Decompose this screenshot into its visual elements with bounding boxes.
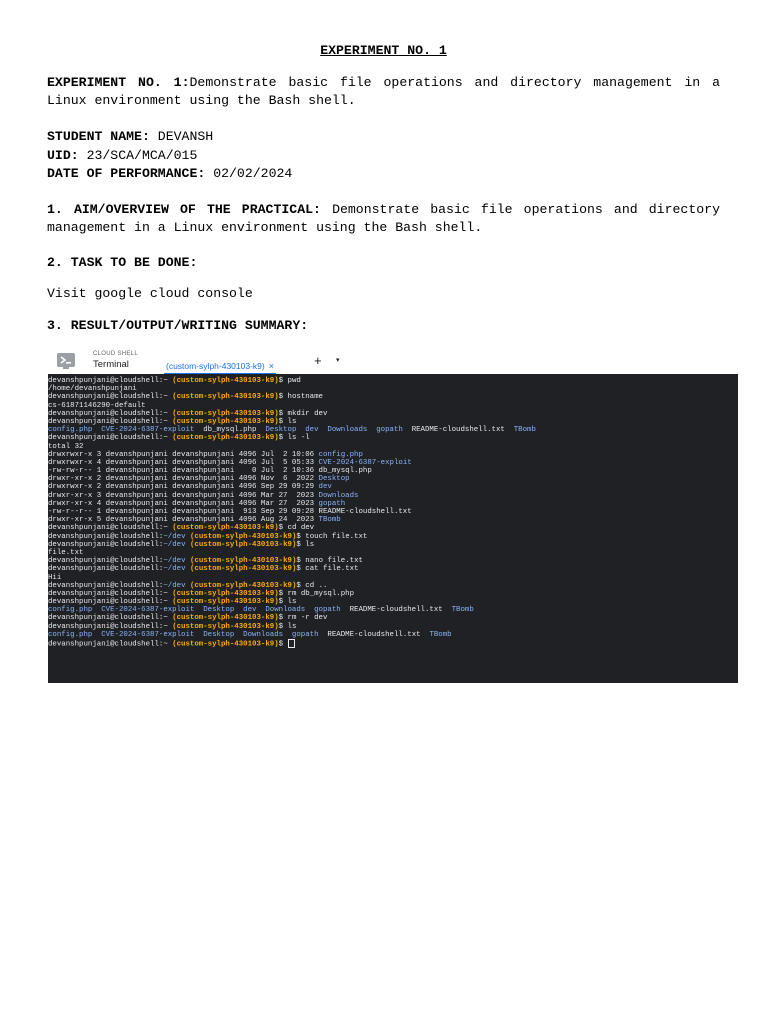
task-heading: 2. TASK TO BE DONE: [47, 255, 198, 270]
terminal-text: file.txt [48, 548, 84, 557]
terminal-text: $ mkdir dev [278, 409, 328, 418]
aim-label: 1. AIM/OVERVIEW OF THE PRACTICAL: [47, 202, 321, 217]
terminal-text: drwxrwxr-x 2 devanshpunjani devanshpunjani 4096 Sep 29 09:29 [48, 483, 319, 492]
terminal-text: devanshpunjani@cloudshell:~ [48, 524, 173, 533]
terminal-text: drwxr-xr-x 4 devanshpunjani devanshpunjani 4096 Mar 27 2023 [48, 499, 319, 508]
terminal-line [48, 590, 738, 598]
terminal-text: $ cd .. [296, 581, 328, 590]
terminal-text: devanshpunjani@cloudshell: [48, 540, 164, 549]
terminal-text: $ rm -r dev [278, 614, 328, 623]
terminal-line [48, 434, 738, 442]
terminal-text: (custom-sylph-430103-k9) [172, 417, 279, 426]
terminal-text: (custom-sylph-430103-k9) [172, 377, 279, 385]
terminal-line [48, 614, 738, 622]
terminal-line [48, 402, 738, 410]
terminal-line [48, 582, 738, 590]
terminal-line [48, 475, 738, 483]
terminal-line [48, 557, 738, 565]
terminal-text: devanshpunjani@cloudshell:~ [48, 409, 173, 418]
terminal-text: $ cd dev [278, 524, 315, 533]
aim-section [47, 201, 720, 237]
terminal-text: $ hostname [278, 393, 323, 402]
terminal-text: $ nano file.txt [296, 557, 363, 566]
terminal-text: (custom-sylph-430103-k9) [172, 640, 279, 649]
terminal-line [48, 459, 738, 467]
terminal-text: total 32 [48, 442, 84, 451]
terminal-line [48, 410, 738, 418]
terminal-text: drwxrwxr-x 4 devanshpunjani devanshpunjani 4096 Jul 5 05:33 [48, 458, 319, 467]
terminal-line [48, 574, 738, 582]
terminal-line [48, 598, 738, 606]
terminal-text: $ touch file.txt [296, 532, 368, 541]
terminal-text: (custom-sylph-430103-k9) [172, 524, 279, 533]
terminal-text: devanshpunjani@cloudshell:~ [48, 622, 173, 631]
terminal-text: dev [318, 483, 332, 492]
terminal-line [48, 565, 738, 573]
terminal-text: $ ls [296, 540, 315, 549]
uid-line [47, 147, 720, 165]
terminal-text: TBomb [451, 606, 474, 615]
experiment-text: Demonstrate basic file operations and directory management in a Linux environment using the Bash shell. [47, 75, 720, 108]
terminal-text: $ cat file.txt [296, 565, 359, 574]
terminal-text: ~/dev [163, 557, 186, 566]
terminal-text: (custom-sylph-430103-k9) [172, 589, 279, 598]
terminal-text: Desktop [318, 475, 350, 484]
task-text: Visit google cloud console [47, 286, 253, 301]
terminal-text: (custom-sylph-430103-k9) [189, 557, 297, 566]
terminal-text: gopath [318, 499, 346, 508]
chevron-down-icon[interactable]: ▾ [336, 357, 340, 364]
terminal-text: config.php [318, 450, 363, 459]
student-name-label: STUDENT NAME: [47, 129, 150, 144]
terminal-text: config.php CVE-2024-6387-exploit Desktop dev Downloads gopath [48, 606, 350, 615]
terminal-text: $ ls [278, 598, 297, 607]
student-name-line [47, 128, 720, 146]
terminal-line [48, 606, 738, 614]
terminal-line [48, 467, 738, 475]
terminal-line [48, 418, 738, 426]
terminal-text: Hii [48, 573, 62, 582]
cloud-shell-tabbar [48, 348, 738, 374]
terminal-text: (custom-sylph-430103-k9) [172, 614, 279, 623]
terminal-text: ~/dev [163, 581, 186, 590]
terminal-text: ~/dev [163, 565, 186, 574]
terminal-text: (custom-sylph-430103-k9) [172, 434, 279, 443]
terminal-text: (custom-sylph-430103-k9) [189, 532, 297, 541]
terminal-text: TBomb [318, 516, 341, 525]
terminal-text: devanshpunjani@cloudshell: [48, 565, 164, 574]
date-value: 02/02/2024 [205, 166, 293, 181]
terminal-text: devanshpunjani@cloudshell:~ [48, 598, 173, 607]
terminal-text: TBomb [429, 630, 452, 639]
terminal-text: $ ls [278, 417, 297, 426]
terminal-line [48, 492, 738, 500]
terminal-line [48, 508, 738, 516]
terminal-line [48, 385, 738, 393]
terminal-text: (custom-sylph-430103-k9) [189, 540, 297, 549]
terminal-line [48, 443, 738, 451]
terminal-text: -rw-rw-r-- 1 devanshpunjani devanshpunjani 0 Jul 2 10:36 db_mysql.php [48, 467, 372, 476]
terminal-text: Downloads [318, 491, 359, 500]
tab-label: (custom-sylph-430103-k9) [166, 361, 265, 371]
terminal-text: $ ls -l [278, 434, 310, 443]
terminal-output[interactable] [48, 374, 738, 683]
terminal-line [48, 377, 738, 385]
terminal-text: README-cloudshell.txt [349, 606, 452, 615]
terminal-text: README-cloudshell.txt [327, 630, 430, 639]
date-label: DATE OF PERFORMANCE: [47, 166, 206, 181]
cloud-shell-screenshot [48, 348, 738, 683]
terminal-text: (custom-sylph-430103-k9) [172, 393, 279, 402]
terminal-text: ~/dev [163, 532, 186, 541]
terminal-text: $ ls [278, 622, 297, 631]
terminal-text: drwxr-xr-x 5 devanshpunjani devanshpunjani 4096 Aug 24 2023 [48, 516, 319, 525]
terminal-text: devanshpunjani@cloudshell:~ [48, 417, 173, 426]
terminal-text: $ pwd [278, 377, 301, 385]
terminal-text: drwxrwxr-x 3 devanshpunjani devanshpunjani 4096 Jul 2 10:06 [48, 450, 319, 459]
terminal-text: devanshpunjani@cloudshell:~ [48, 640, 173, 649]
page-title: EXPERIMENT NO. 1 [320, 43, 447, 58]
terminal-text: ~/dev [163, 540, 186, 549]
terminal-text: devanshpunjani@cloudshell: [48, 557, 164, 566]
terminal-line [48, 533, 738, 541]
terminal-text: (custom-sylph-430103-k9) [172, 409, 279, 418]
terminal-line [48, 483, 738, 491]
terminal-text: -rw-r--r-- 1 devanshpunjani devanshpunjani 913 Sep 29 09:28 README-cloudshell.txt [48, 508, 412, 516]
close-icon[interactable]: × [268, 361, 274, 371]
terminal-text: $ [278, 640, 288, 649]
terminal-line [48, 451, 738, 459]
terminal-text: drwxr-xr-x 2 devanshpunjani devanshpunjani 4096 Nov 6 2022 [48, 475, 319, 484]
add-tab-icon[interactable]: + [314, 353, 322, 368]
terminal-label: Terminal [93, 359, 129, 370]
terminal-text: CVE-2024-6387-exploit [318, 458, 412, 467]
result-heading: 3. RESULT/OUTPUT/WRITING SUMMARY: [47, 318, 309, 333]
experiment-statement [47, 74, 720, 110]
terminal-line [48, 524, 738, 532]
cloud-shell-label: CLOUD SHELL [93, 351, 138, 357]
uid-value: 23/SCA/MCA/015 [78, 148, 198, 163]
terminal-text: devanshpunjani@cloudshell:~ [48, 393, 173, 402]
terminal-line [48, 516, 738, 524]
terminal-text: Desktop dev Downloads gopath [265, 426, 412, 435]
terminal-text: $ rm db_mysql.php [278, 589, 355, 598]
terminal-text: devanshpunjani@cloudshell:~ [48, 377, 173, 385]
terminal-text: devanshpunjani@cloudshell:~ [48, 434, 173, 443]
terminal-text: config.php CVE-2024-6387-exploit Desktop Downloads gopath [48, 630, 328, 639]
terminal-text: db_mysql.php [203, 426, 266, 435]
terminal-text: devanshpunjani@cloudshell:~ [48, 589, 173, 598]
terminal-text: (custom-sylph-430103-k9) [172, 598, 279, 607]
terminal-text: (custom-sylph-430103-k9) [189, 581, 297, 590]
terminal-text: cs-61871146290-default [48, 401, 146, 410]
cloud-shell-icon [56, 352, 76, 370]
student-name-value: DEVANSH [149, 129, 214, 144]
terminal-cursor [288, 639, 295, 648]
aim-text: Demonstrate basic file operations and directory management in a Linux environment using the Bash shell. [47, 202, 720, 235]
terminal-line [48, 393, 738, 401]
terminal-text: TBomb [513, 426, 536, 435]
terminal-text: devanshpunjani@cloudshell: [48, 532, 164, 541]
terminal-text: devanshpunjani@cloudshell: [48, 581, 164, 590]
terminal-line [48, 549, 738, 557]
date-line [47, 165, 720, 183]
tab-custom-sylph[interactable] [164, 356, 276, 375]
terminal-text: drwxr-xr-x 3 devanshpunjani devanshpunjani 4096 Mar 27 2023 [48, 491, 319, 500]
terminal-text: (custom-sylph-430103-k9) [172, 622, 279, 631]
uid-label: UID: [47, 148, 79, 163]
terminal-text: devanshpunjani@cloudshell:~ [48, 614, 173, 623]
terminal-text: (custom-sylph-430103-k9) [189, 565, 297, 574]
terminal-line [48, 623, 738, 631]
terminal-line [48, 541, 738, 549]
experiment-label: EXPERIMENT NO. 1: [47, 75, 190, 90]
terminal-line [48, 639, 738, 647]
terminal-line [48, 631, 738, 639]
terminal-text: /home/devanshpunjani [48, 385, 137, 394]
terminal-text: README-cloudshell.txt [411, 426, 514, 435]
terminal-line [48, 426, 738, 434]
terminal-text: config.php CVE-2024-6387-exploit [48, 426, 204, 435]
terminal-line [48, 500, 738, 508]
